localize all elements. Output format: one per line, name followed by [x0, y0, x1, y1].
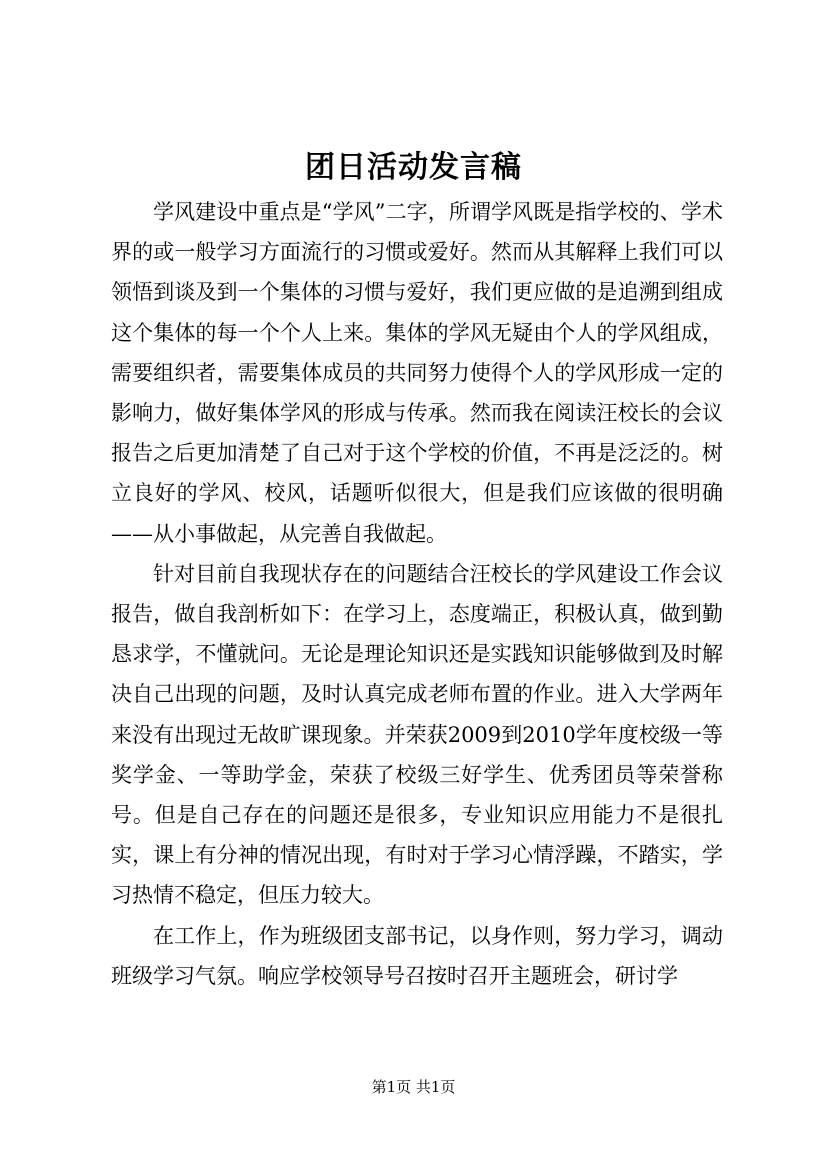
- paragraph-2: 针对目前自我现状存在的问题结合汪校长的学风建设工作会议报告，做自我剖析如下：在学习上，态度端正，积极认真，做到勤恳求学，不懂就问。无论是理论知识还是实践知识能够做到及时解决自己出现的问题，及时认真完成老师布置的作业。进入大学两年来没有出现过无故旷课现象。并荣获2009到2010学年度校级一等奖学金、一等助学金，荣获了校级三好学生、优秀团员等荣誉称号。但是自己存在的问题还是很多，专业知识应用能力不是很扎实，课上有分神的情况出现，有时对于学习心情浮躁，不踏实，学习热情不稳定，但压力较大。: [111, 561, 723, 908]
- paragraph-1: 学风建设中重点是“学风”二字，所谓学风既是指学校的、学术界的或一般学习方面流行的习惯或爱好。然而从其解释上我们可以领悟到谈及到一个集体的习惯与爱好，我们更应做的是追溯到组成这个集体的每一个个人上来。集体的学风无疑由个人的学风组成，需要组织者，需要集体成员的共同努力使得个人的学风形成一定的影响力，做好集体学风的形成与传承。然而我在阅读汪校长的会议报告之后更加清楚了自己对于这个学校的价值，不再是泛泛的。树立良好的学风、校风，话题听似很大，但是我们应该做的很明确——从小事做起，从完善自我做起。: [111, 200, 723, 546]
- document-body: [111, 192, 723, 996]
- document-title: 团日活动发言稿: [305, 150, 522, 185]
- page-footer: 第1页 共1页: [371, 1078, 456, 1096]
- paragraph-3: 在工作上，作为班级团支部书记，以身作则，努力学习，调动班级学习气氛。响应学校领导号召按时召开主题班会，研讨学: [111, 923, 723, 988]
